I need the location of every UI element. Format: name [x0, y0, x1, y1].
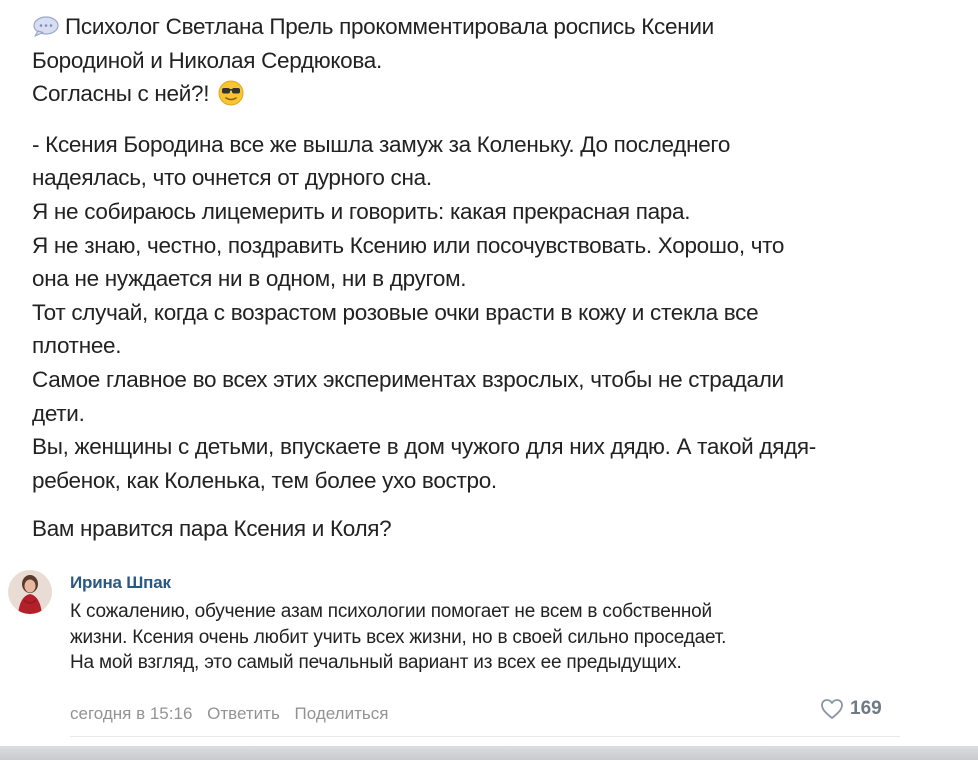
body-line: надеялась, что очнется от дурного сна.	[32, 165, 432, 191]
comment-author[interactable]: Ирина Шпак	[70, 573, 171, 592]
post-text	[32, 10, 952, 546]
body-line: она не нуждается ни в одном, ни в другом.	[32, 266, 467, 292]
bottom-bar	[0, 746, 978, 760]
intro-line-2: Бородиной и Николая Сердюкова.	[32, 47, 382, 73]
like-button[interactable]	[820, 698, 882, 720]
divider	[70, 736, 900, 737]
body-line: плотнее.	[32, 333, 122, 359]
likes-count: 169	[850, 698, 882, 719]
body-line: - Ксения Бородина все же вышла замуж за Коленьку. До последнего	[32, 131, 731, 157]
comment-line: На мой взгляд, это самый печальный вариант из всех ее предыдущих.	[70, 652, 682, 673]
body-line: ребенок, как Коленька, тем более ухо востро.	[32, 467, 497, 493]
body-line: Самое главное во всех этих экспериментах взрослых, чтобы не страдали	[32, 366, 784, 392]
comment	[8, 566, 908, 746]
comment-line: жизни. Ксения очень любит учить всех жизни, но в своей сильно проседает.	[70, 626, 727, 648]
body-line: дети.	[32, 400, 85, 426]
sunglasses-emoji-icon	[218, 80, 244, 106]
intro-line-3: Согласны с ней?!	[32, 81, 210, 107]
comment-meta	[70, 704, 398, 724]
heart-icon	[820, 698, 844, 720]
body-line: Тот случай, когда с возрастом розовые очки врасти в кожу и стекла все	[32, 299, 759, 325]
comment-line: К сожалению, обучение азам психологии помогает не всем в собственной	[70, 601, 712, 622]
intro-line-1: Психолог Светлана Прель прокомментировала роспись Ксении	[65, 14, 714, 39]
post-intro	[32, 10, 952, 111]
post-body	[32, 128, 952, 498]
body-line: Я не знаю, честно, поздравить Ксению или посочувствовать. Хорошо, что	[32, 232, 785, 258]
comment-text	[70, 599, 908, 676]
body-line: Вы, женщины с детьми, впускаете в дом чужого для них дядю. А такой дядя-	[32, 434, 816, 460]
reply-button[interactable]: Ответить	[207, 704, 280, 723]
comment-timestamp[interactable]: сегодня в 15:16	[70, 704, 193, 723]
speech-bubble-icon	[32, 13, 59, 34]
avatar[interactable]	[8, 570, 52, 614]
share-button[interactable]: Поделиться	[294, 704, 389, 723]
body-line: Я не собираюсь лицемерить и говорить: какая прекрасная пара.	[32, 198, 691, 224]
post-question: Вам нравится пара Ксения и Коля?	[32, 516, 392, 542]
